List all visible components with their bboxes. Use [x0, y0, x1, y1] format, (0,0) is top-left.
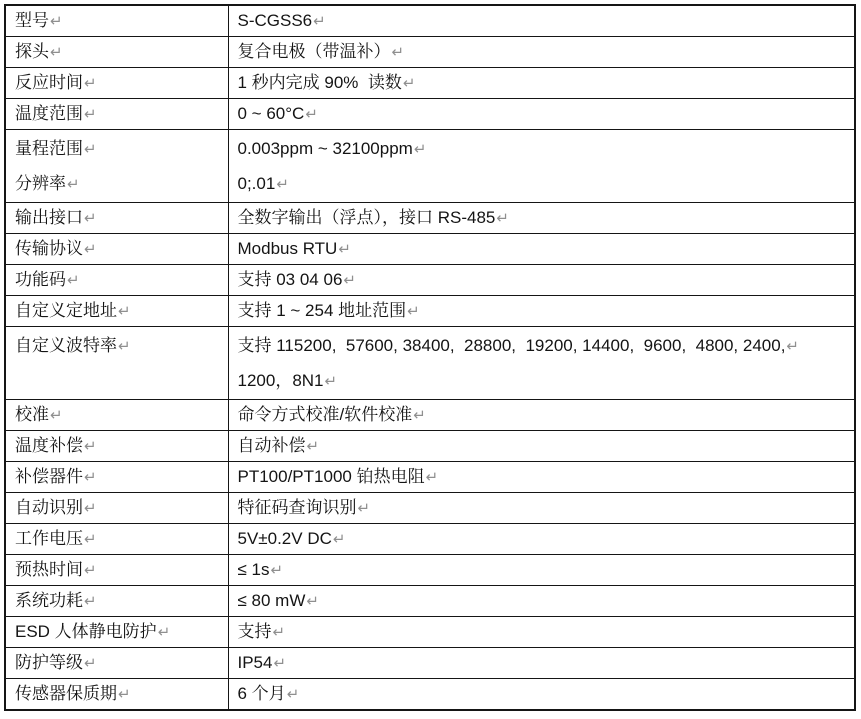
spec-value-cell	[228, 296, 855, 327]
paragraph-mark-icon: ↵	[786, 338, 799, 355]
paragraph-mark-icon: ↵	[67, 176, 80, 193]
spec-value-cell	[228, 648, 855, 679]
table-row	[5, 265, 855, 296]
spec-label-text: 探头	[15, 41, 49, 61]
paragraph-mark-icon: ↵	[272, 623, 286, 641]
cell-line	[238, 435, 847, 458]
cell-line	[238, 132, 847, 167]
spec-label-text: 温度范围	[15, 103, 83, 123]
paragraph-mark-icon: ↵	[84, 240, 97, 258]
table-row	[5, 130, 855, 203]
paragraph-mark-icon: ↵	[286, 685, 300, 703]
cell-line	[238, 621, 847, 644]
spec-label-text: 反应时间	[15, 72, 83, 92]
table-row	[5, 586, 855, 617]
cell-line	[238, 497, 847, 520]
cell-line	[238, 103, 847, 126]
paragraph-mark-icon: ↵	[324, 373, 338, 390]
paragraph-mark-icon: ↵	[391, 43, 405, 61]
spec-label-text: 型号	[15, 10, 49, 30]
spec-label-text: 温度补偿	[15, 435, 83, 455]
spec-value-text: 0.003ppm ~ 32100ppm	[237, 139, 413, 158]
spec-label-text: 自动识别	[15, 497, 83, 517]
cell-line	[238, 364, 847, 399]
spec-value-cell	[228, 5, 855, 37]
cell-line	[238, 652, 847, 675]
cell-line	[238, 41, 847, 64]
cell-line	[15, 103, 220, 126]
paragraph-mark-icon: ↵	[84, 437, 97, 455]
spec-label-text: 功能码	[15, 269, 66, 289]
spec-value-cell	[228, 203, 855, 234]
paragraph-mark-icon: ↵	[306, 592, 319, 610]
spec-value-text: 特征码查询识别	[237, 497, 357, 517]
spec-label-cell	[5, 37, 228, 68]
spec-value-cell	[228, 68, 855, 99]
spec-label-text: 传感器保质期	[15, 683, 117, 703]
cell-line	[238, 590, 847, 613]
paragraph-mark-icon: ↵	[425, 468, 439, 486]
cell-line	[15, 269, 220, 292]
spec-label-cell	[5, 524, 228, 555]
table-row	[5, 493, 855, 524]
paragraph-mark-icon: ↵	[50, 406, 63, 424]
cell-line	[15, 497, 220, 520]
paragraph-mark-icon: ↵	[357, 499, 371, 517]
spec-value-cell	[228, 400, 855, 431]
spec-value-text: 1 秒内完成 90% 读数	[237, 72, 402, 92]
spec-label-cell	[5, 130, 228, 203]
paragraph-mark-icon: ↵	[338, 240, 351, 258]
cell-line	[15, 528, 220, 551]
spec-value-text: 5V±0.2V DC	[237, 528, 332, 548]
paragraph-mark-icon: ↵	[270, 561, 284, 579]
spec-value-cell	[228, 555, 855, 586]
table-row	[5, 462, 855, 493]
spec-label-cell	[5, 462, 228, 493]
spec-label-text: 输出接口	[15, 207, 83, 227]
paragraph-mark-icon: ↵	[313, 12, 326, 30]
paragraph-mark-icon: ↵	[84, 105, 97, 123]
table-row	[5, 37, 855, 68]
paragraph-mark-icon: ↵	[496, 209, 509, 227]
spec-label-cell	[5, 617, 228, 648]
spec-value-cell	[228, 234, 855, 265]
cell-line	[238, 72, 847, 95]
spec-value-cell	[228, 586, 855, 617]
spec-value-text: ≤ 80 mW	[237, 590, 306, 610]
paragraph-mark-icon: ↵	[118, 338, 131, 355]
table-row	[5, 431, 855, 462]
paragraph-mark-icon: ↵	[343, 271, 356, 289]
paragraph-mark-icon: ↵	[407, 302, 420, 320]
cell-line	[15, 559, 220, 582]
paragraph-mark-icon: ↵	[50, 12, 63, 30]
spec-label-cell	[5, 296, 228, 327]
spec-value-cell	[228, 431, 855, 462]
paragraph-mark-icon: ↵	[84, 592, 97, 610]
paragraph-mark-icon: ↵	[276, 176, 289, 193]
spec-label-cell	[5, 648, 228, 679]
spec-value-cell	[228, 679, 855, 711]
spec-label-cell	[5, 265, 228, 296]
paragraph-mark-icon: ↵	[84, 209, 97, 227]
cell-line	[238, 404, 847, 427]
cell-line	[15, 435, 220, 458]
table-row	[5, 5, 855, 37]
spec-label-cell	[5, 400, 228, 431]
spec-value-cell	[228, 130, 855, 203]
spec-value-cell	[228, 462, 855, 493]
spec-table-body	[5, 5, 855, 710]
spec-value-cell	[228, 99, 855, 130]
cell-line	[15, 72, 220, 95]
spec-label-text: 预热时间	[15, 559, 83, 579]
table-row	[5, 327, 855, 400]
spec-label-cell	[5, 555, 228, 586]
table-row	[5, 296, 855, 327]
cell-line	[238, 466, 847, 489]
spec-value-text: 支持 03 04 06	[237, 269, 343, 289]
spec-value-text: 0;.01	[237, 174, 276, 193]
cell-line	[238, 329, 847, 364]
spec-label-text: 量程范围	[15, 139, 83, 158]
spec-label-cell	[5, 586, 228, 617]
cell-line	[238, 300, 847, 323]
paragraph-mark-icon: ↵	[84, 141, 97, 158]
cell-line	[15, 652, 220, 675]
cell-line	[15, 683, 220, 706]
table-row	[5, 203, 855, 234]
spec-value-text: 命令方式校准/软件校准	[237, 404, 413, 424]
spec-label-text: 校准	[15, 404, 49, 424]
cell-line	[15, 41, 220, 64]
table-row	[5, 524, 855, 555]
cell-line	[15, 132, 220, 167]
paragraph-mark-icon: ↵	[118, 685, 131, 703]
spec-value-text: 支持 1 ~ 254 地址范围	[237, 300, 407, 320]
table-row	[5, 617, 855, 648]
table-row	[5, 648, 855, 679]
spec-label-text: 传输协议	[15, 238, 83, 258]
paragraph-mark-icon: ↵	[84, 561, 97, 579]
spec-label-cell	[5, 99, 228, 130]
table-row	[5, 234, 855, 265]
spec-label-cell	[5, 68, 228, 99]
spec-value-text: S-CGSS6	[237, 10, 313, 30]
spec-value-text: 全数字输出（浮点），接口 RS-485	[237, 207, 496, 227]
spec-label-cell	[5, 5, 228, 37]
table-row	[5, 400, 855, 431]
spec-value-text: PT100/PT1000 铂热电阻	[237, 466, 425, 486]
cell-line	[238, 269, 847, 292]
spec-label-text: 自定义定地址	[15, 300, 117, 320]
table-row	[5, 679, 855, 711]
table-row	[5, 99, 855, 130]
spec-value-text: 支持	[237, 621, 272, 641]
spec-value-text: 1200，8N1	[237, 371, 324, 390]
paragraph-mark-icon: ↵	[305, 105, 318, 123]
paragraph-mark-icon: ↵	[413, 141, 427, 158]
spec-value-cell	[228, 493, 855, 524]
spec-label-cell	[5, 327, 228, 400]
cell-line	[238, 559, 847, 582]
table-row	[5, 555, 855, 586]
spec-label-cell	[5, 203, 228, 234]
spec-value-text: 自动补偿	[237, 435, 306, 455]
spec-label-text: 系统功耗	[15, 590, 83, 610]
paragraph-mark-icon: ↵	[306, 437, 320, 455]
paragraph-mark-icon: ↵	[84, 468, 97, 486]
cell-line	[15, 10, 220, 33]
spec-value-text: ≤ 1s	[237, 559, 270, 579]
spec-label-text: 防护等级	[15, 652, 83, 672]
paragraph-mark-icon: ↵	[67, 271, 80, 289]
paragraph-mark-icon: ↵	[84, 530, 97, 548]
cell-line	[15, 167, 220, 202]
spec-value-cell	[228, 265, 855, 296]
paragraph-mark-icon: ↵	[157, 623, 171, 641]
spec-value-cell	[228, 617, 855, 648]
spec-label-text: 补偿器件	[15, 466, 83, 486]
spec-value-cell	[228, 327, 855, 400]
cell-line	[238, 10, 847, 33]
cell-line	[15, 404, 220, 427]
paragraph-mark-icon: ↵	[332, 530, 346, 548]
spec-label-cell	[5, 493, 228, 524]
cell-line	[15, 590, 220, 613]
cell-line	[15, 621, 220, 644]
cell-line	[238, 238, 847, 261]
spec-label-text: 自定义波特率	[15, 336, 117, 355]
cell-line	[15, 207, 220, 230]
spec-value-text: IP54	[237, 652, 273, 672]
paragraph-mark-icon: ↵	[273, 654, 287, 672]
paragraph-mark-icon: ↵	[84, 499, 97, 517]
cell-line	[238, 207, 847, 230]
table-row	[5, 68, 855, 99]
spec-label-text: 工作电压	[15, 528, 83, 548]
cell-line	[15, 466, 220, 489]
spec-value-text: 6 个月	[237, 683, 286, 703]
spec-value-text: Modbus RTU	[237, 238, 338, 258]
spec-value-text: 复合电极（带温补）	[237, 41, 391, 61]
spec-label-text: ESD 人体静电防护	[15, 621, 157, 641]
cell-line	[15, 238, 220, 261]
spec-value-cell	[228, 37, 855, 68]
paragraph-mark-icon: ↵	[118, 302, 131, 320]
spec-label-text: 分辨率	[15, 174, 66, 193]
paragraph-mark-icon: ↵	[84, 74, 97, 92]
cell-line	[15, 300, 220, 323]
paragraph-mark-icon: ↵	[50, 43, 63, 61]
spec-value-cell	[228, 524, 855, 555]
cell-line	[15, 329, 220, 364]
spec-value-text: 支持 115200, 57600, 38400, 28800, 19200, 14400, 9600, 4800, 2400,	[237, 336, 786, 355]
spec-label-cell	[5, 679, 228, 711]
spec-value-text: 0 ~ 60°C	[237, 103, 305, 123]
spec-table	[4, 4, 856, 711]
paragraph-mark-icon: ↵	[84, 654, 97, 672]
spec-label-cell	[5, 234, 228, 265]
paragraph-mark-icon: ↵	[402, 74, 416, 92]
paragraph-mark-icon: ↵	[413, 406, 426, 424]
cell-line	[238, 683, 847, 706]
cell-line	[238, 167, 847, 202]
spec-label-cell	[5, 431, 228, 462]
cell-line	[238, 528, 847, 551]
